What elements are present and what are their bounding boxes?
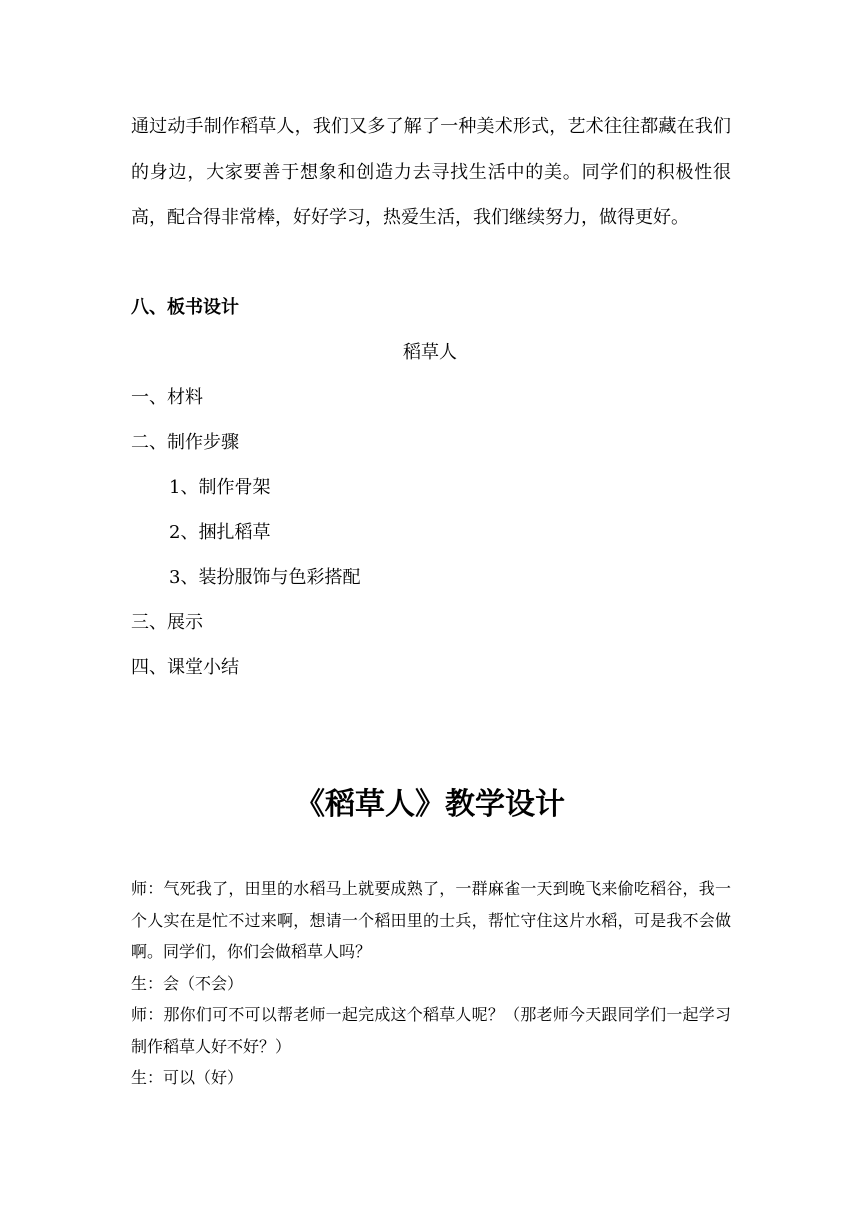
lesson-dialogue bbox=[131, 873, 731, 1094]
board-subitem-frame: 1、制作骨架 bbox=[169, 477, 271, 498]
board-item-steps: 二、制作步骤 bbox=[131, 432, 239, 453]
summary-paragraph: 通过动手制作稻草人，我们又多了解了一种美术形式，艺术往往都藏在我们的身边，大家要善于想象和创造力去寻找生活中的美。同学们的积极性很高，配合得非常棒，好好学习，热爱生活，我们继续努力，做得更好。 bbox=[131, 116, 731, 228]
board-item-materials: 一、材料 bbox=[131, 387, 203, 408]
board-center-title: 稻草人 bbox=[403, 342, 457, 363]
board-design-heading: 八、板书设计 bbox=[131, 297, 239, 318]
board-subitem-dress: 3、装扮服饰与色彩搭配 bbox=[169, 567, 361, 588]
board-item-summary: 四、课堂小结 bbox=[131, 657, 239, 678]
dialogue-line: 师：气死我了，田里的水稻马上就要成熟了，一群麻雀一天到晚飞来偷吃稻谷，我一个人实在是忙不过来啊，想请一个稻田里的士兵，帮忙守住这片水稻，可是我不会做啊。同学们，你们会做稻草人吗？ bbox=[131, 879, 731, 961]
board-subitem-bundle: 2、捆扎稻草 bbox=[169, 522, 271, 543]
dialogue-line: 生：会（不会） bbox=[131, 973, 244, 993]
dialogue-line: 生：可以（好） bbox=[131, 1068, 244, 1087]
lesson-title: 《稻草人》教学设计 bbox=[295, 787, 565, 822]
dialogue-line: 师：那你们可不可以帮老师一起完成这个稻草人呢？（那老师今天跟同学们一起学习制作稻草人好不好？） bbox=[131, 1005, 731, 1056]
board-item-display: 三、展示 bbox=[131, 612, 203, 633]
